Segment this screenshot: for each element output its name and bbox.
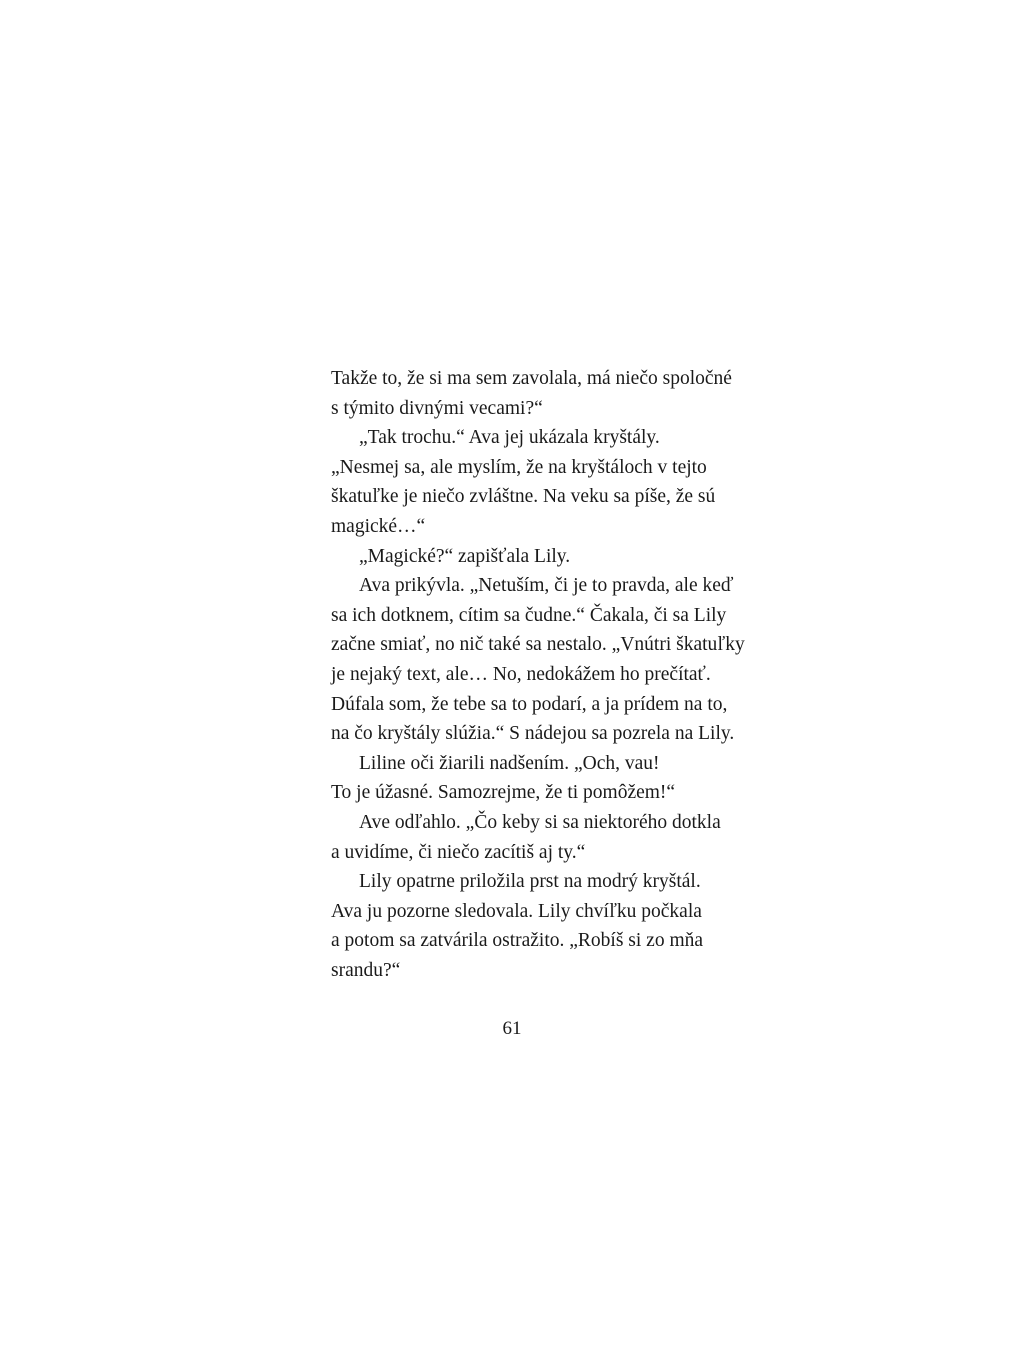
text-line: srandu?“ xyxy=(331,959,401,981)
text-line: a potom sa zatvárila ostražito. „Robíš si zo mňa xyxy=(331,930,704,952)
page-number: 61 xyxy=(502,1018,522,1039)
text-line: Ava ju pozorne sledovala. Lily chvíľku počkala xyxy=(331,900,702,922)
text-line: Liline oči žiarili nadšením. „Och, vau! xyxy=(359,752,660,774)
text-line: je nejaký text, ale… No, nedokážem ho prečítať. xyxy=(331,663,711,685)
text-line: „Tak trochu.“ Ava jej ukázala kryštály. xyxy=(359,427,660,449)
text-line: Ava prikývla. „Netuším, či je to pravda, ale keď xyxy=(359,575,734,597)
text-line: škatuľke je niečo zvláštne. Na veku sa píše, že sú xyxy=(331,486,716,508)
text-line: Takže to, že si ma sem zavolala, má niečo spoločné xyxy=(331,368,732,389)
text-line: Ave odľahlo. „Čo keby si sa niektorého dotkla xyxy=(359,811,721,833)
text-line: a uvidíme, či niečo zacítiš aj ty.“ xyxy=(331,841,586,863)
body-text xyxy=(331,364,745,985)
text-line: magické…“ xyxy=(331,515,426,537)
text-line: sa ich dotknem, cítim sa čudne.“ Čakala, či sa Lily xyxy=(331,604,727,626)
text-line: „Nesmej sa, ale myslím, že na kryštáloch v tejto xyxy=(331,456,707,478)
text-line: „Magické?“ zapišťala Lily. xyxy=(359,545,571,567)
text-line: To je úžasné. Samozrejme, že ti pomôžem!“ xyxy=(331,782,676,804)
text-line: Lily opatrne priložila prst na modrý kryštál. xyxy=(359,871,701,893)
text-line: Dúfala som, že tebe sa to podarí, a ja prídem na to, xyxy=(331,693,728,715)
text-line: s týmito divnými vecami?“ xyxy=(331,397,543,419)
text-line: začne smiať, no nič také sa nestalo. „Vnútri škatuľky xyxy=(331,634,745,656)
text-line: na čo kryštály slúžia.“ S nádejou sa pozrela na Lily. xyxy=(331,723,735,745)
